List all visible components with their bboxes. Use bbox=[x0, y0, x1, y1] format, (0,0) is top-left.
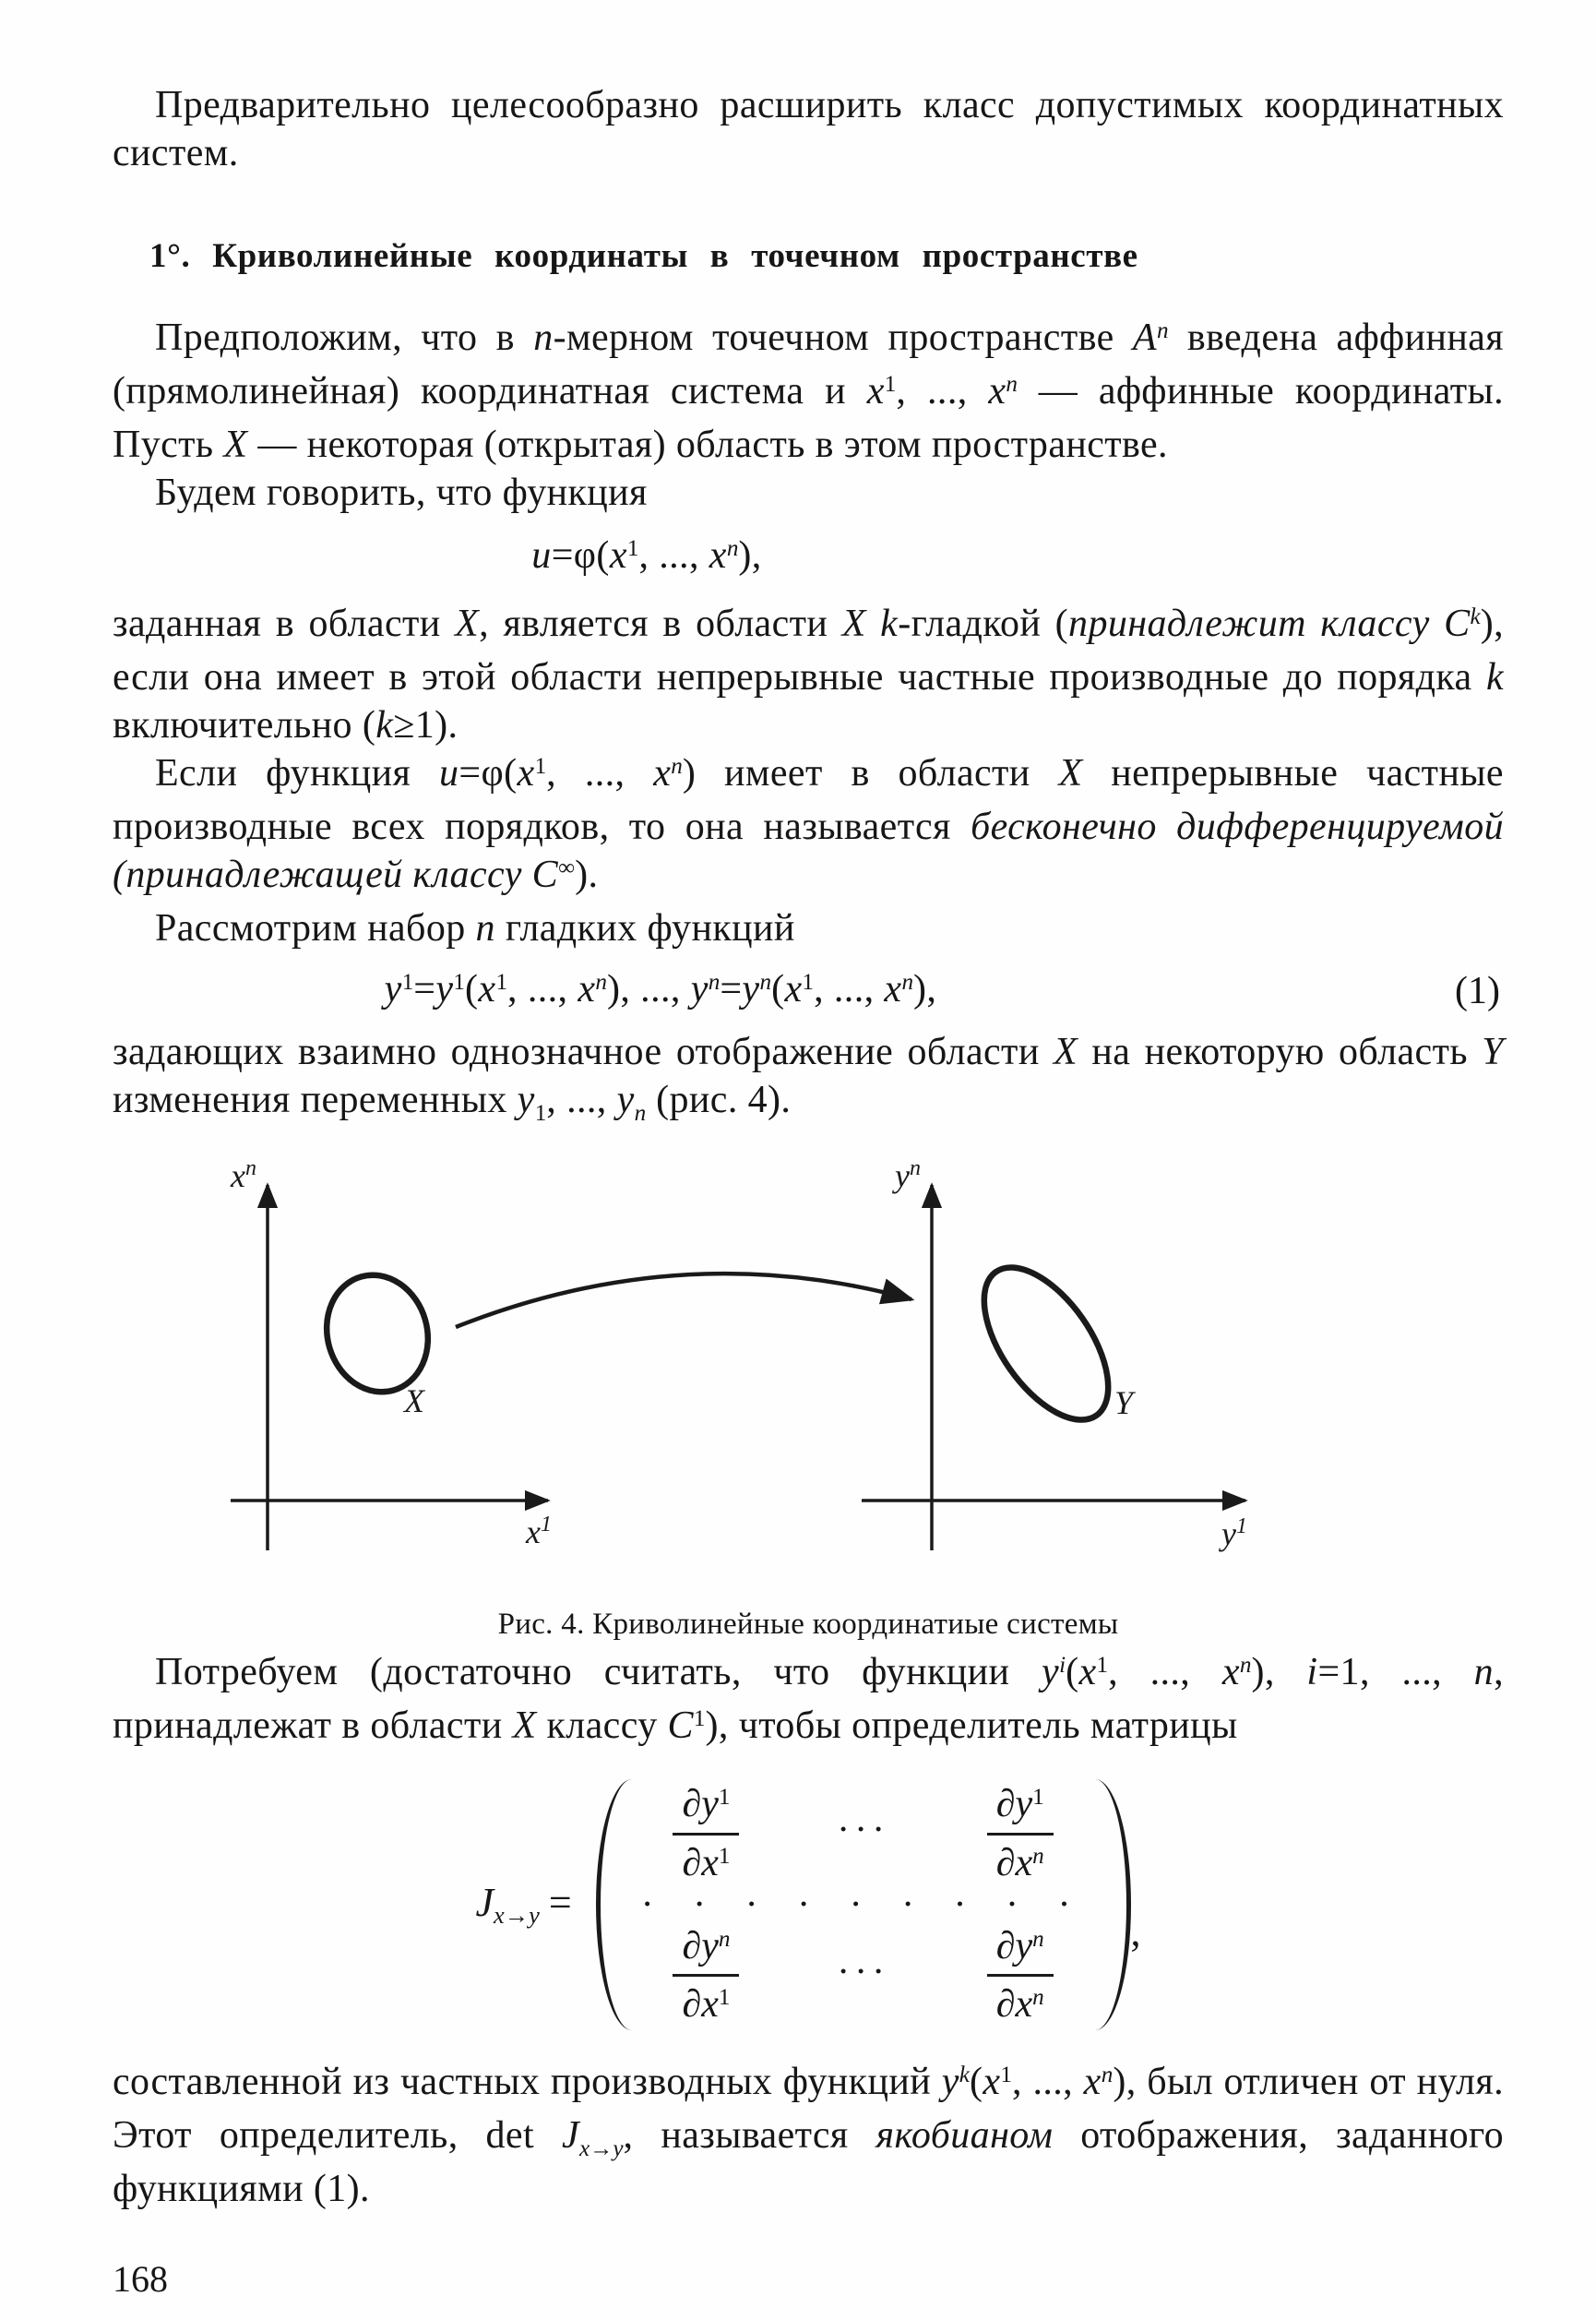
page-number: 168 bbox=[113, 2258, 168, 2300]
equation-1-body: $y^1=y^1(x^1$, ..., $x^n$), ..., $y^n=y^n(x^1$, ..., $x^n$), bbox=[384, 968, 937, 1011]
section-heading: 1°. Криволинейные координаты в точечном пространстве bbox=[149, 237, 1138, 275]
formula-u: $u=\varphi(x^1$, ..., $x^n$), bbox=[531, 534, 762, 577]
paragraph-1: Предположим, что в n-мерном точечном пространстве $A^n$ введена аффинная (прямолинейная) координатная система и $x^1$, ..., $x^n$ — аффинные координаты. Пусть X — некоторая (открытая) область в этом пространстве. bbox=[113, 317, 1504, 466]
equation-number: (1) bbox=[1455, 970, 1500, 1012]
jacobian-symbol: $J_{x\to y}$ = bbox=[475, 1879, 572, 1930]
left-plot-vertical-axis-label: $x^n$ bbox=[231, 1161, 256, 1194]
matrix-cell-rnc1: $\frac{\partial y^n}{\partial x^1}$ bbox=[673, 1924, 739, 2027]
equation-1 bbox=[113, 965, 1504, 1019]
matrix-middle-dots-row: · · · · · · · · · bbox=[640, 1884, 1086, 1926]
matrix-trailing-comma: , bbox=[1130, 1909, 1141, 1955]
jacobian-matrix-formula bbox=[113, 1779, 1504, 2030]
right-plot-vertical-axis-label: $y^n$ bbox=[895, 1161, 921, 1194]
text-column bbox=[113, 81, 1504, 2303]
matrix-right-paren bbox=[1095, 1779, 1131, 2030]
paragraph-3: заданная в области X, является в области X k-гладкой (принадлежит классу $C^k$), если она имеет в этой области непрерывные частные производные до порядка k включительно (k≥1). bbox=[113, 603, 1504, 747]
region-Y-label: Y bbox=[1114, 1384, 1134, 1421]
figure-4 bbox=[113, 1161, 1504, 1648]
right-plot-horizontal-axis-label: $y^1$ bbox=[1221, 1514, 1247, 1552]
paragraph-2: Будем говорить, что функция bbox=[155, 472, 648, 514]
paragraph-8: составленной из частных производных функций $y^k(x^1$, ..., $x^n$), был отличен от нуля. Этот определитель, $\det J_{x\to y}$, называется якобианом отображения, заданного функциями (1). bbox=[113, 2061, 1505, 2210]
paragraph-4: Если функция $u=\varphi(x^1$, ..., $x^n$) имеет в области X непрерывные частные производные всех порядков, то она называется бесконечно дифференцируемой (принадлежащей классу C∞). bbox=[113, 752, 1505, 896]
paragraph-5: Рассмотрим набор n гладких функций bbox=[155, 907, 795, 950]
mapping-arrow bbox=[456, 1274, 911, 1327]
matrix-grid bbox=[641, 1782, 1086, 2027]
paragraph-intro: Предварительно целесообразно расширить класс допустимых координатных систем. bbox=[113, 84, 1504, 174]
paragraph-7: Потребуем (достаточно считать, что функции $y^i(x^1$, ..., $x^n$), i=1, ..., n, принадлежат в области X классу $C^1$), чтобы определитель матрицы bbox=[113, 1651, 1504, 1747]
paragraph-6: задающих взаимно однозначное отображение области X на некоторую область Y изменения переменных $y_1$, ..., $y_n$ (рис. 4). bbox=[113, 1031, 1504, 1126]
region-Y-boundary bbox=[959, 1247, 1133, 1441]
matrix-row3-ellipsis: ··· bbox=[837, 1950, 890, 1993]
figure-4-plot bbox=[113, 1161, 1504, 1585]
left-plot-horizontal-axis-label: $x^1$ bbox=[526, 1513, 552, 1550]
matrix-row1-ellipsis: ··· bbox=[837, 1809, 890, 1852]
matrix-cell-r1cn: $\frac{\partial y^1}{\partial x^n}$ bbox=[987, 1782, 1054, 1885]
matrix-cell-rncn: $\frac{\partial y^n}{\partial x^n}$ bbox=[987, 1924, 1054, 2027]
matrix-left-paren bbox=[596, 1779, 632, 2030]
region-X-label: X bbox=[404, 1382, 424, 1419]
matrix-cell-r1c1: $\frac{\partial y^1}{\partial x^1}$ bbox=[673, 1782, 739, 1885]
figure-caption: Рис. 4. Криволинейные координатиые системы bbox=[497, 1608, 1119, 1641]
